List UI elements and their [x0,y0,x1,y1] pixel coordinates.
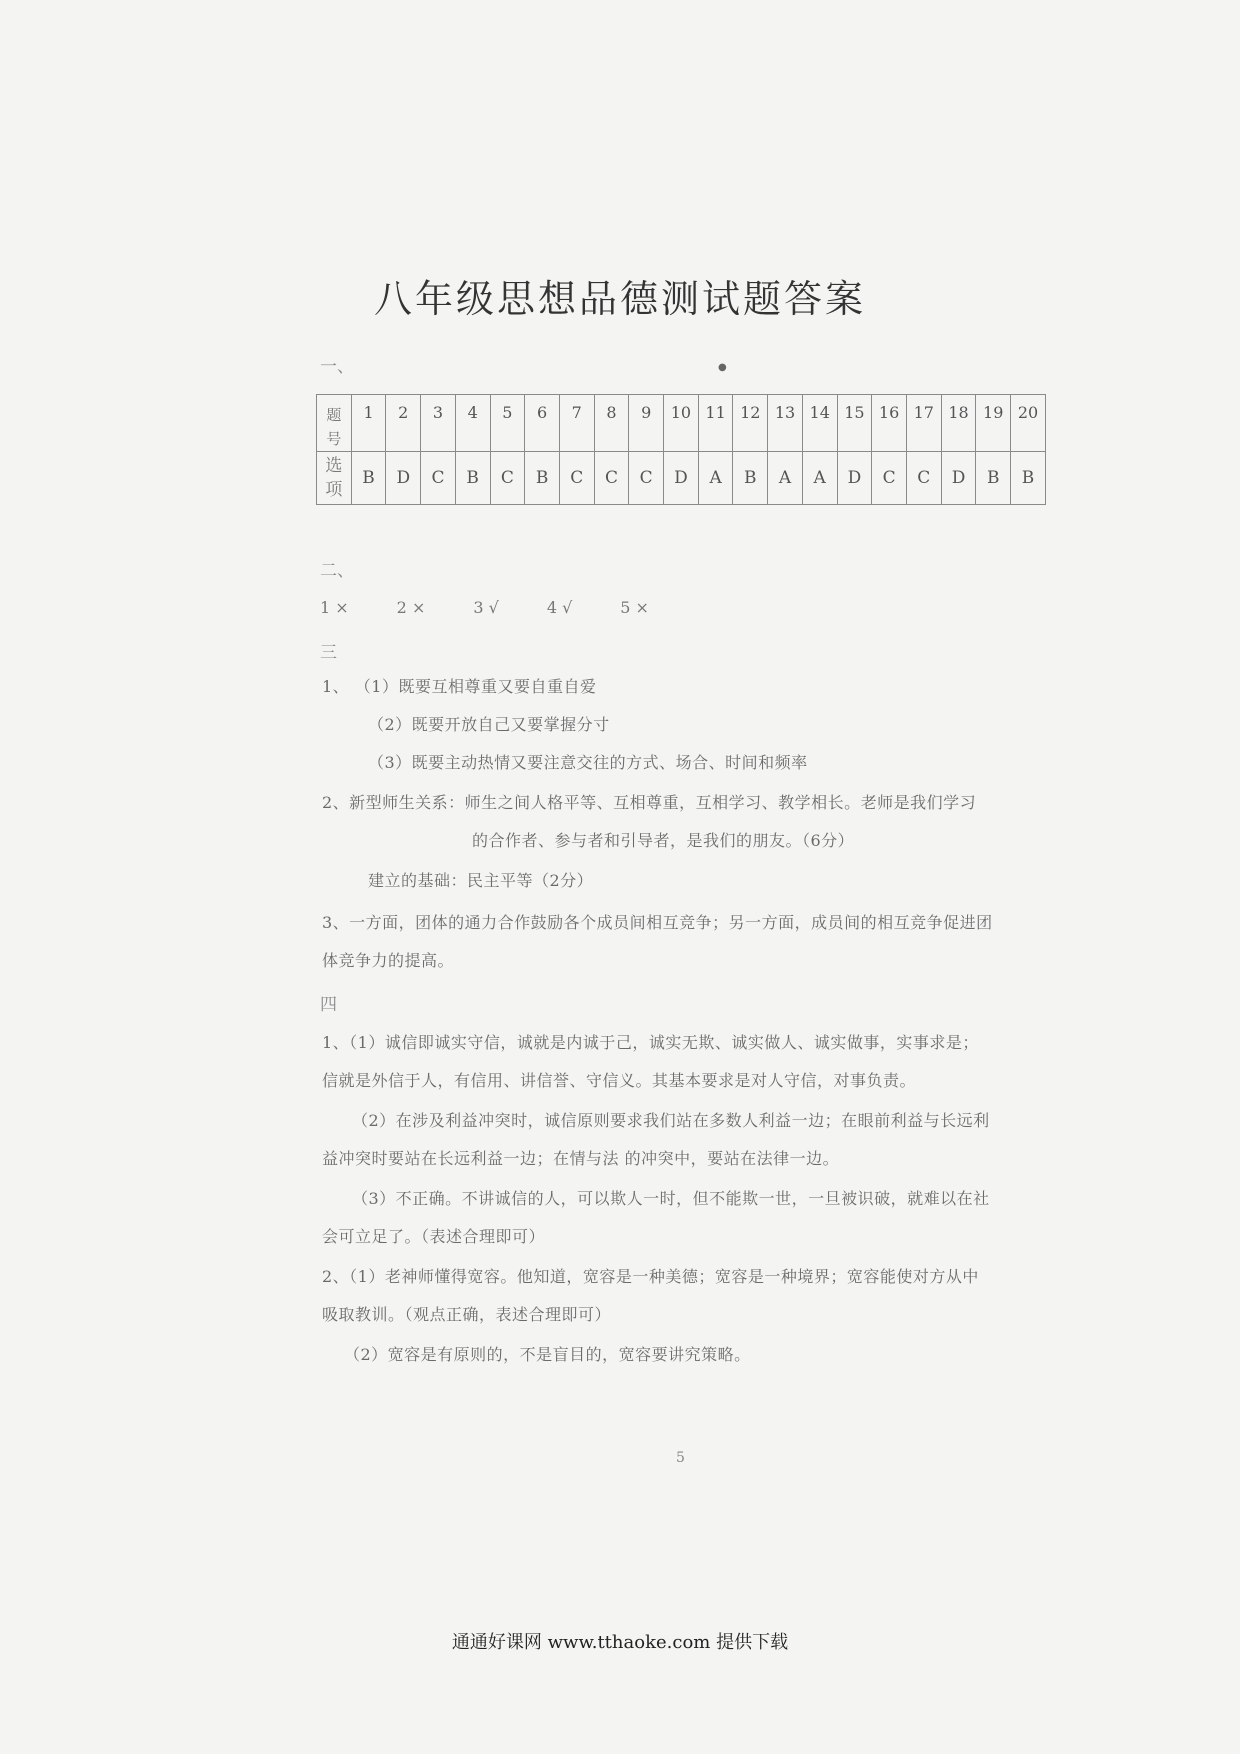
s3-line-2: （2）既要开放自己又要掌握分寸 [368,715,610,734]
answer-option-cell: C [559,452,594,505]
section-4-label: 四 [320,995,337,1015]
answer-option-cell: A [802,452,837,505]
s4-line-6: 会可立足了。（表述合理即可） [322,1227,546,1246]
answer-option-cell: C [872,452,907,505]
question-number-cell: 20 [1011,395,1046,452]
s4-line-7: 2、（1）老神师懂得宽容。他知道，宽容是一种美德；宽容是一种境界；宽容能使对方从中 [322,1267,979,1286]
s3-line-6: 建立的基础：民主平等（2分） [368,871,594,890]
scan-dot: ● [718,362,727,373]
question-number-cell: 18 [941,395,976,452]
question-number-cell: 9 [629,395,664,452]
s4-line-1: 1、（1）诚信即诚实守信，诚就是内诚于己，诚实无欺、诚实做人、诚实做事，实事求是； [322,1033,979,1052]
answer-option-cell: B [351,452,386,505]
question-number-cell: 8 [594,395,629,452]
question-number-cell: 17 [906,395,941,452]
answer-option-cell: D [386,452,421,505]
true-false-answers [320,598,697,617]
number-row-header: 题 号 [317,395,352,452]
s3-line-5: 的合作者、参与者和引导者，是我们的朋友。（6分） [472,831,855,850]
number-row [317,395,1046,452]
answer-option-cell: D [837,452,872,505]
answer-option-cell: C [421,452,456,505]
s4-line-2: 信就是外信于人，有信用、讲信誉、守信义。其基本要求是对人守信，对事负责。 [322,1071,917,1090]
s4-line-3: （2）在涉及利益冲突时，诚信原则要求我们站在多数人利益一边；在眼前利益与长远利 [352,1111,990,1130]
true-false-item: 3 √ [473,598,499,617]
s3-line-4: 2、新型师生关系：师生之间人格平等、互相尊重，互相学习、教学相长。老师是我们学习 [322,793,977,812]
answer-option-cell: A [768,452,803,505]
question-number-cell: 11 [698,395,733,452]
question-number-cell: 7 [559,395,594,452]
question-number-cell: 13 [768,395,803,452]
answer-option-cell: B [976,452,1011,505]
page-title: 八年级思想品德测试题答案 [373,277,866,321]
question-number-cell: 3 [421,395,456,452]
s4-line-4: 益冲突时要站在长远利益一边；在情与法 的冲突中，要站在法律一边。 [322,1149,840,1168]
s3-line-3: （3）既要主动热情又要注意交往的方式、场合、时间和频率 [368,753,808,772]
answer-option-cell: C [490,452,525,505]
footer-credit: 通通好课网 www.tthaoke.com 提供下载 [451,1632,789,1653]
s3-line-8: 体竞争力的提高。 [322,951,455,970]
answer-option-cell: C [594,452,629,505]
section-3-label: 三 [320,643,337,663]
answer-option-cell: B [1011,452,1046,505]
question-number-cell: 14 [802,395,837,452]
answer-option-cell: D [941,452,976,505]
true-false-item: 2 × [396,598,426,617]
option-row-header: 选 项 [317,452,352,505]
s4-line-8: 吸取教训。（观点正确，表述合理即可） [322,1305,612,1324]
answer-option-cell: C [629,452,664,505]
s3-line-1: 1、 （1）既要互相尊重又要自重自爱 [322,677,597,696]
answer-option-cell: D [664,452,699,505]
answer-option-cell: B [525,452,560,505]
answer-option-cell: B [455,452,490,505]
true-false-item: 1 × [320,598,349,617]
question-number-cell: 10 [664,395,699,452]
question-number-cell: 16 [872,395,907,452]
section-1-label: 一、 [320,357,354,377]
question-number-cell: 6 [525,395,560,452]
s4-line-9: （2）宽容是有原则的，不是盲目的，宽容要讲究策略。 [344,1345,751,1364]
answer-option-cell: A [698,452,733,505]
page-number: 5 [676,1450,685,1466]
question-number-cell: 19 [976,395,1011,452]
question-number-cell: 1 [351,395,386,452]
section-2-label: 二、 [320,561,354,581]
question-number-cell: 5 [490,395,525,452]
s3-line-7: 3、一方面，团体的通力合作鼓励各个成员间相互竞争；另一方面，成员间的相互竞争促进团 [322,913,993,932]
option-row [317,452,1046,505]
question-number-cell: 12 [733,395,768,452]
answer-option-cell: B [733,452,768,505]
answer-table [316,394,1046,505]
s4-line-5: （3）不正确。不讲诚信的人，可以欺人一时，但不能欺一世，一旦被识破，就难以在社 [352,1189,990,1208]
question-number-cell: 15 [837,395,872,452]
true-false-item: 5 × [620,598,649,617]
true-false-item: 4 √ [546,598,573,617]
question-number-cell: 4 [455,395,490,452]
answer-option-cell: C [906,452,941,505]
question-number-cell: 2 [386,395,421,452]
